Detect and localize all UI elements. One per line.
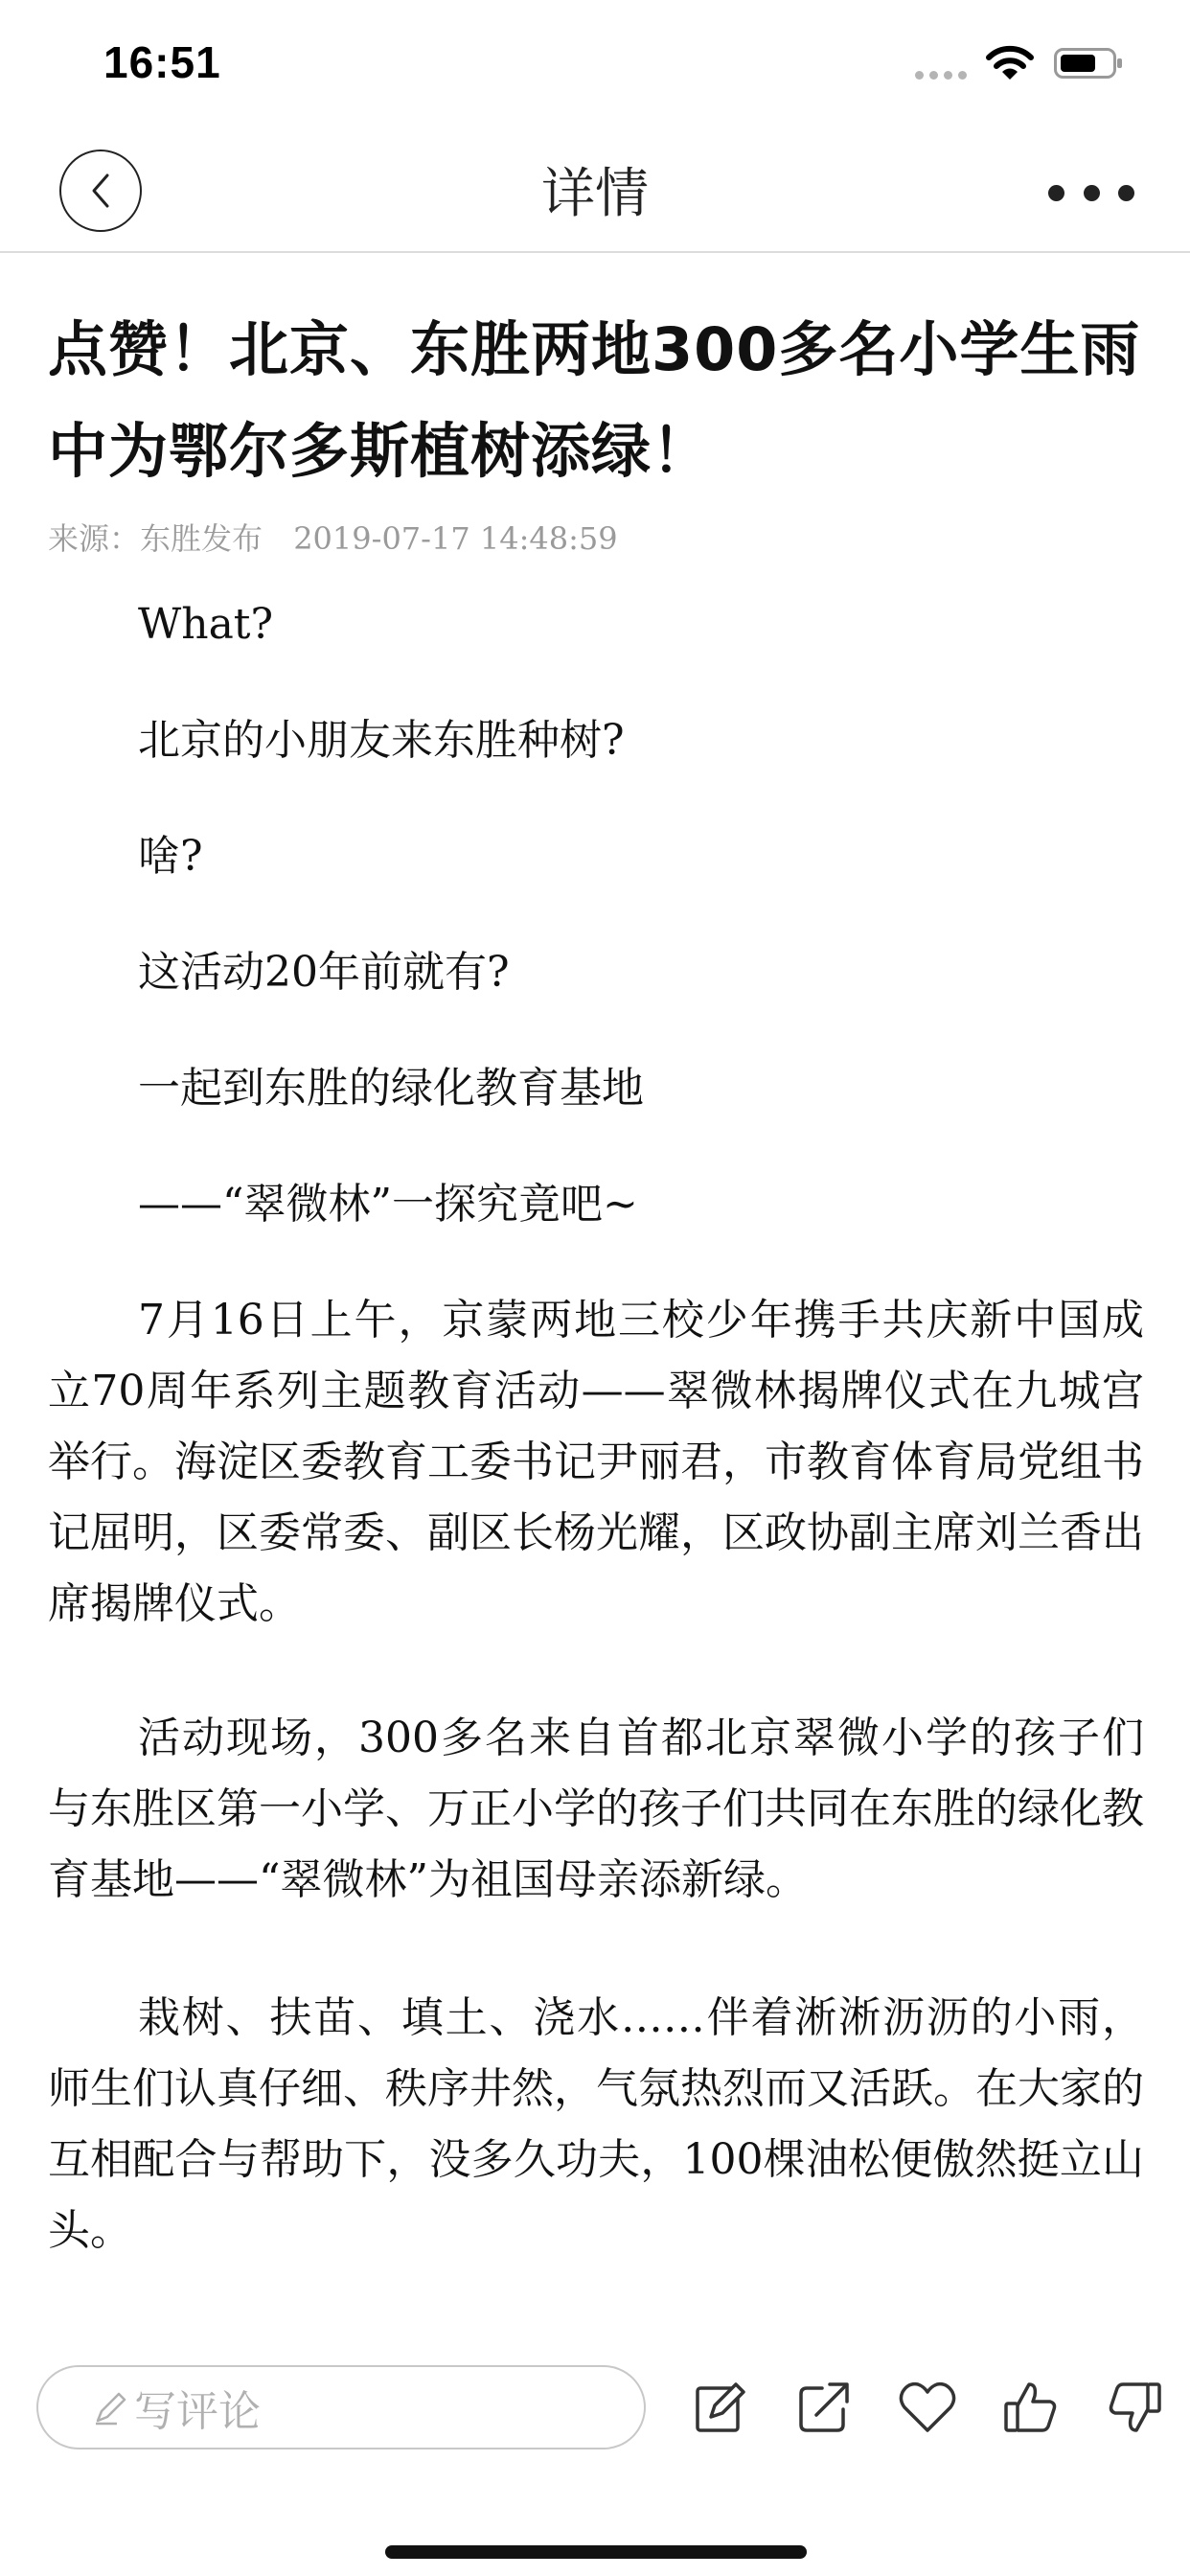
heart-icon[interactable] <box>897 2377 958 2438</box>
article-paragraph: 啥? <box>138 832 203 881</box>
pen-icon <box>92 2388 130 2426</box>
article-meta <box>48 515 639 559</box>
article-datetime: 2019-07-17 14:48:59 <box>293 520 618 557</box>
article-source: 来源：东胜发布 <box>48 520 263 557</box>
navigation-bar <box>0 126 1190 253</box>
status-time: 16:51 <box>103 37 221 87</box>
article-paragraph: 一起到东胜的绿化教育基地 <box>138 1064 644 1113</box>
article-paragraph: 北京的小朋友来东胜种树? <box>138 716 625 765</box>
thumbs-down-icon[interactable] <box>1104 2377 1165 2438</box>
cellular-signal-icon <box>915 71 967 80</box>
more-dot-icon <box>1048 185 1064 201</box>
article-paragraph: 这活动20年前就有? <box>138 948 510 997</box>
thumbs-up-icon[interactable] <box>1000 2377 1062 2438</box>
wifi-icon <box>984 43 1036 81</box>
bottom-toolbar <box>0 2287 1190 2576</box>
article-paragraph: ——“翠微林”一探究竟吧~ <box>138 1180 638 1229</box>
more-dot-icon <box>1084 185 1100 201</box>
more-dot-icon <box>1118 185 1134 201</box>
article-paragraph: 活动现场，300多名来自首都北京翠微小学的孩子们与东胜区第一小学、万正小学的孩子们共同在东胜的绿化教育基地——“翠微林”为祖国母亲添新绿。 <box>48 1714 1144 1904</box>
article-content[interactable] <box>0 255 1190 2287</box>
comment-placeholder: 写评论 <box>134 2387 261 2436</box>
article-paragraph: 栽树、扶苗、填土、浇水……伴着淅淅沥沥的小雨，师生们认真仔细、秩序井然，气氛热烈而又活跃。在大家的互相配合与帮助下，没多久功夫，100棵油松便傲然挺立山头。 <box>48 1993 1144 2255</box>
page-title: 详情 <box>541 163 649 225</box>
article-paragraph: 7月16日上午，京蒙两地三校少年携手共庆新中国成立70周年系列主题教育活动——翠微林揭牌仪式在九城宫举行。海淀区委教育工委书记尹丽君，市教育体育局党组书记屈明，区委常委、副区长杨光耀，区政协副主席刘兰香出席揭牌仪式。 <box>48 1296 1144 1628</box>
article-paragraph: What? <box>138 600 274 649</box>
home-indicator[interactable] <box>385 2545 807 2559</box>
more-options-button[interactable] <box>1048 180 1134 205</box>
comment-input[interactable] <box>36 2365 646 2450</box>
status-bar <box>0 0 1190 126</box>
edit-icon[interactable] <box>690 2377 751 2438</box>
share-icon[interactable] <box>793 2377 855 2438</box>
article-title: 点赞！北京、东胜两地300多名小学生雨中为鄂尔多斯植树添绿！ <box>48 314 1141 486</box>
battery-icon <box>1054 48 1123 79</box>
